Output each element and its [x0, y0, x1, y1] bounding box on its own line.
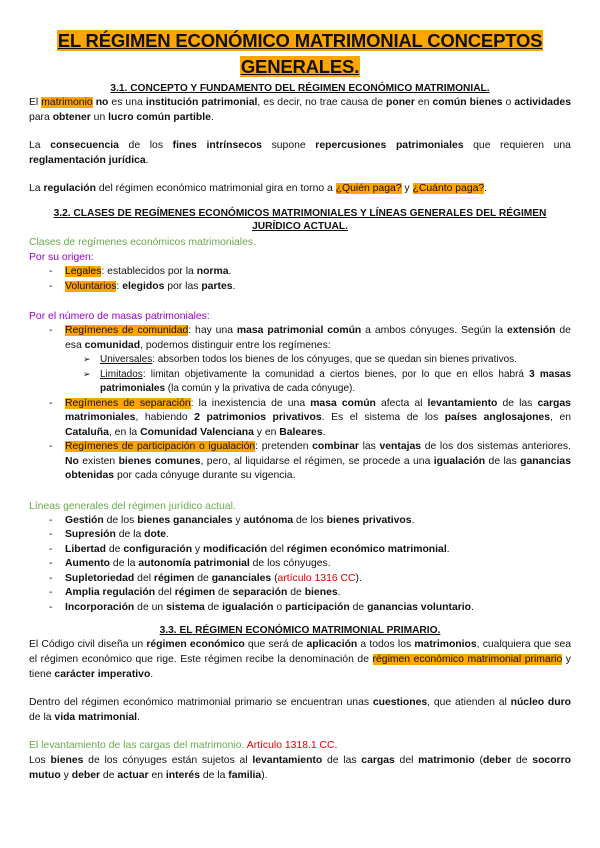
- paragraph: El matrimonio no es una institución patrimonial, es decir, no trae causa de poner en común bienes o actividades para obtener un lucro común partible.: [29, 97, 571, 123]
- paragraph: La consecuencia de los fines intrínsecos supone repercusiones patrimoniales que requieren una reglamentación jurídica.: [29, 140, 571, 166]
- masas-label: Por el número de masas patrimoniales:: [29, 311, 210, 322]
- lineas-list: [29, 514, 571, 616]
- highlighted-term: régimen económico matrimonial primario: [372, 654, 563, 665]
- origen-label: Por su origen:: [29, 252, 94, 263]
- highlighted-term: Regímenes de comunidad: [65, 325, 189, 336]
- list-item: - Legales: establecidos por la norma.: [49, 265, 571, 280]
- document-page: [29, 28, 571, 783]
- paragraph: El Código civil diseña un régimen económico que será de aplicación a todos los matrimonios, cualquiera que sea el régimen económico que rige. Este régimen recibe la denominación de régimen económico matrimonial primario y tiene carácter imperativo.: [29, 639, 572, 680]
- highlighted-term: Legales: [65, 266, 102, 277]
- masas-list: [29, 324, 571, 484]
- list-item: - Gestión de los bienes gananciales y autónoma de los bienes privativos.: [49, 514, 571, 529]
- title-line-2: GENERALES.: [240, 56, 360, 77]
- highlighted-term: Regímenes de separación: [65, 397, 191, 409]
- list-item: - Libertad de configuración y modificación del régimen económico matrimonial.: [49, 543, 571, 558]
- lineas-label: Líneas generales del régimen jurídico actual.: [29, 500, 236, 512]
- origen-list: [29, 265, 571, 294]
- list-item: - Supresión de la dote.: [49, 528, 571, 543]
- list-item: - Regímenes de participación o igualación: pretenden combinar las ventajas de los dos sistemas anteriores. No existen bienes comunes, pero, al liquidarse el régimen, se procede a una igualación de las ganancias obtenidas por cada cónyuge durante su vigencia.: [49, 440, 571, 484]
- clases-label: Clases de regímenes económicos matrimoniales.: [29, 237, 256, 248]
- list-item: ➢ Limitados: limitan objetivamente la comunidad a ciertos bienes, por lo que en ellos habrá 3 masas patrimoniales (la común y la privativa de cada cónyuge).: [83, 368, 571, 397]
- list-item: - Supletoriedad del régimen de gananciales (artículo 1316 CC).: [49, 572, 571, 587]
- levantamiento-label: El levantamiento de las cargas del matrimonio. Artículo 1318.1 CC.: [29, 740, 338, 751]
- paragraph: La regulación del régimen económico matrimonial gira en torno a ¿Quién paga? y ¿Cuánto paga?.: [29, 183, 488, 194]
- article-reference: Artículo 1318.1 CC.: [246, 740, 338, 751]
- highlighted-term: Voluntarios: [65, 280, 117, 292]
- title-line-1: EL RÉGIMEN ECONÓMICO MATRIMONIAL CONCEPTOS: [57, 30, 543, 51]
- paragraph: Los bienes de los cónyuges están sujetos al levantamiento de las cargas del matrimonio (deber de socorro mutuo y deber de actuar en interés de la familia).: [29, 755, 571, 781]
- comunidad-sublist: [65, 353, 571, 397]
- list-item: - Amplia regulación del régimen de separación de bienes.: [49, 586, 571, 601]
- list-item: - Aumento de la autonomía patrimonial de los cónyuges.: [49, 557, 571, 572]
- list-item: - Voluntarios: elegidos por las partes.: [49, 280, 571, 295]
- highlighted-term: ¿Cuánto paga?: [412, 183, 485, 194]
- list-item: - Regímenes de comunidad: hay una masa patrimonial común a ambos cónyuges. Según la extensión de esa comunidad, podemos distinguir entre los regímenes: ➢ Universales: absorben todos los bienes de los cónyuges, que se quedan sin bienes privativos. ➢ Limitados: limitan objetivamente la comunidad a ciertos bienes, por lo que en ellos habrá 3 masas patrimoniales (la común y la privativa de cada cónyuge).: [49, 324, 571, 397]
- list-item: - Incorporación de un sistema de igualación o participación de ganancias voluntario.: [49, 601, 571, 616]
- section-3-1-heading: 3.1. CONCEPTO Y FUNDAMENTO DEL RÉGIMEN ECONÓMICO MATRIMONIAL.: [110, 83, 490, 94]
- highlighted-term: ¿Quién paga?: [335, 183, 402, 194]
- list-item: - Regímenes de separación: la inexistencia de una masa común afecta al levantamiento de las cargas matrimoniales, habiendo 2 patrimonios privativos. Es el sistema de los países anglosajones, en Cataluña, en la Comunidad Valenciana y en Baleares.: [49, 397, 571, 441]
- page-title: [29, 28, 571, 80]
- highlighted-term: Regímenes de participación o igualación: [65, 441, 256, 452]
- paragraph: Dentro del régimen económico matrimonial primario se encuentran unas cuestiones, que atienden al núcleo duro de la vida matrimonial.: [29, 697, 571, 723]
- highlighted-term: matrimonio: [41, 97, 93, 108]
- list-item: ➢ Universales: absorben todos los bienes de los cónyuges, que se quedan sin bienes privativos.: [83, 353, 571, 368]
- section-3-2-heading: 3.2. CLASES DE REGÍMENES ECONÓMICOS MATRIMONIALES Y LÍNEAS GENERALES DEL RÉGIMEN JURÍDICO ACTUAL.: [53, 208, 547, 232]
- section-3-3-heading: 3.3. EL RÉGIMEN ECONÓMICO MATRIMONIAL PRIMARIO.: [159, 625, 441, 636]
